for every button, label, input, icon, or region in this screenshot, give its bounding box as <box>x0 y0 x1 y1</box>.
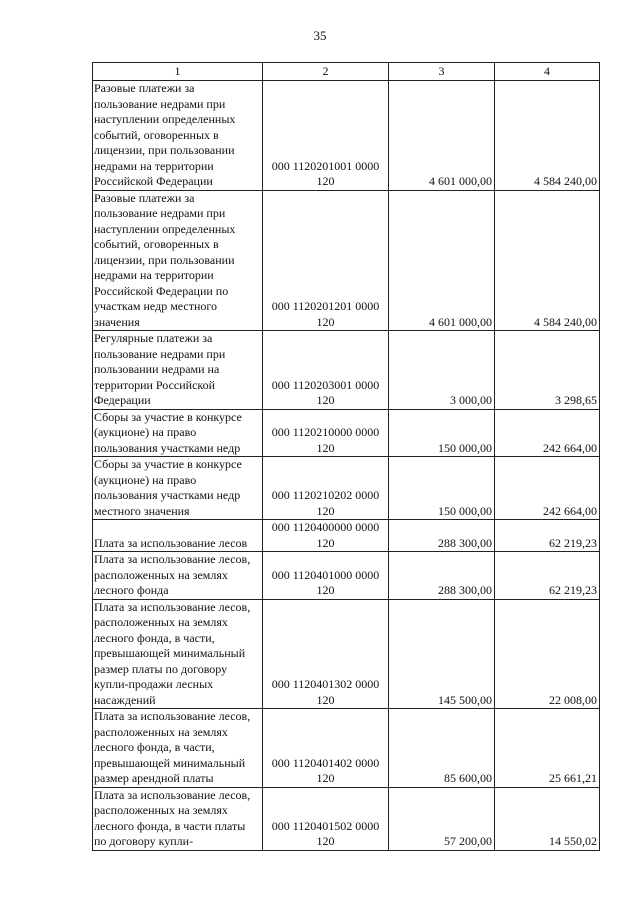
table-row <box>93 81 600 191</box>
row-code-cell: 000 1120203001 0000 120 <box>263 331 389 410</box>
row-name-cell: Плата за использование лесов, расположенных на землях лесного фонда, в части платы по договору купли- <box>93 787 263 850</box>
row-code-cell: 000 1120210202 0000 120 <box>263 457 389 520</box>
table-row <box>93 457 600 520</box>
row-plan-cell: 145 500,00 <box>389 599 495 709</box>
header-cell: 2 <box>263 63 389 81</box>
table-row <box>93 787 600 850</box>
row-name-cell: Сборы за участие в конкурсе (аукционе) на право пользования участками недр <box>93 409 263 457</box>
row-fact-cell: 3 298,65 <box>495 331 600 410</box>
row-plan-cell: 57 200,00 <box>389 787 495 850</box>
row-fact-cell: 242 664,00 <box>495 409 600 457</box>
row-fact-cell: 62 219,23 <box>495 520 600 552</box>
row-name-cell: Сборы за участие в конкурсе (аукционе) на право пользования участками недр местного значения <box>93 457 263 520</box>
row-name-cell: Разовые платежи за пользование недрами при наступлении определенных событий, оговоренных в лицензии, при пользовании недрами на территории Российской Федерации <box>93 81 263 191</box>
row-code-cell: 000 1120401502 0000 120 <box>263 787 389 850</box>
budget-table <box>92 62 600 851</box>
row-plan-cell: 3 000,00 <box>389 331 495 410</box>
row-plan-cell: 288 300,00 <box>389 520 495 552</box>
row-fact-cell: 22 008,00 <box>495 599 600 709</box>
row-name-cell: Плата за использование лесов, расположенных на землях лесного фонда, в части, превышающей минимальный размер арендной платы <box>93 709 263 788</box>
table-row <box>93 709 600 788</box>
row-code-cell: 000 1120210000 0000 120 <box>263 409 389 457</box>
row-code-cell: 000 1120201001 0000 120 <box>263 81 389 191</box>
row-code-cell: 000 1120401302 0000 120 <box>263 599 389 709</box>
header-cell: 1 <box>93 63 263 81</box>
table-row <box>93 331 600 410</box>
row-name-cell: Разовые платежи за пользование недрами при наступлении определенных событий, оговоренных в лицензии, при пользовании недрами на территории Российской Федерации по участкам недр местного значения <box>93 190 263 331</box>
row-name-cell: Регулярные платежи за пользование недрами при пользовании недрами на территории Российской Федерации <box>93 331 263 410</box>
row-plan-cell: 4 601 000,00 <box>389 81 495 191</box>
row-fact-cell: 62 219,23 <box>495 552 600 600</box>
row-plan-cell: 288 300,00 <box>389 552 495 600</box>
row-plan-cell: 150 000,00 <box>389 457 495 520</box>
row-fact-cell: 242 664,00 <box>495 457 600 520</box>
row-name-cell: Плата за использование лесов <box>93 520 263 552</box>
row-plan-cell: 4 601 000,00 <box>389 190 495 331</box>
row-name-cell: Плата за использование лесов, расположенных на землях лесного фонда <box>93 552 263 600</box>
row-plan-cell: 85 600,00 <box>389 709 495 788</box>
table-header-row <box>93 63 600 81</box>
header-cell: 3 <box>389 63 495 81</box>
row-fact-cell: 25 661,21 <box>495 709 600 788</box>
table-row <box>93 599 600 709</box>
table-row <box>93 520 600 552</box>
row-fact-cell: 4 584 240,00 <box>495 190 600 331</box>
table-row <box>93 409 600 457</box>
header-cell: 4 <box>495 63 600 81</box>
page-number: 35 <box>313 28 327 43</box>
row-fact-cell: 4 584 240,00 <box>495 81 600 191</box>
row-code-cell: 000 1120400000 0000 120 <box>263 520 389 552</box>
row-name-cell: Плата за использование лесов, расположенных на землях лесного фонда, в части, превышающей минимальный размер платы по договору купли-продажи лесных насаждений <box>93 599 263 709</box>
table-row <box>93 552 600 600</box>
table-row <box>93 190 600 331</box>
row-fact-cell: 14 550,02 <box>495 787 600 850</box>
row-code-cell: 000 1120201201 0000 120 <box>263 190 389 331</box>
row-code-cell: 000 1120401402 0000 120 <box>263 709 389 788</box>
row-plan-cell: 150 000,00 <box>389 409 495 457</box>
row-code-cell: 000 1120401000 0000 120 <box>263 552 389 600</box>
